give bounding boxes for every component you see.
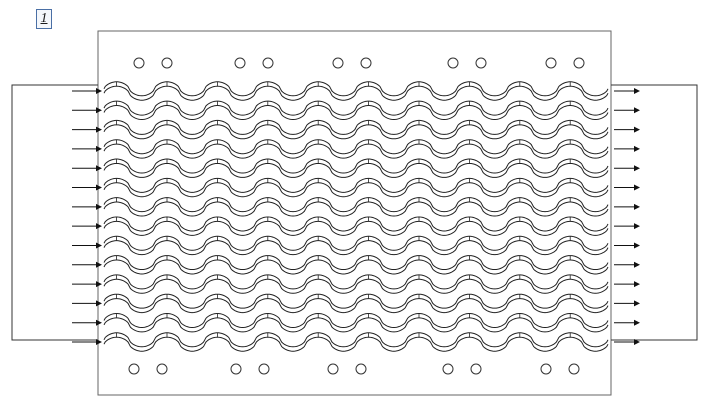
outlet-arrow-head	[634, 185, 640, 191]
inlet-arrow-head	[96, 88, 102, 94]
inlet-arrow-head	[96, 165, 102, 171]
hole-bottom	[541, 364, 551, 374]
hole-bottom	[471, 364, 481, 374]
hole-bottom	[328, 364, 338, 374]
hole-top	[162, 58, 172, 68]
hole-bottom	[129, 364, 139, 374]
inlet-arrow-head	[96, 127, 102, 133]
hole-top	[448, 58, 458, 68]
hole-top	[263, 58, 273, 68]
channel-group	[104, 82, 608, 351]
inlet-arrow-head	[96, 107, 102, 113]
hole-bottom	[443, 364, 453, 374]
hole-bottom	[231, 364, 241, 374]
hole-bottom	[259, 364, 269, 374]
outlet-arrow-head	[634, 165, 640, 171]
hole-top	[476, 58, 486, 68]
outlet-arrow-head	[634, 281, 640, 287]
hole-bottom	[356, 364, 366, 374]
outlet-frame	[611, 85, 697, 340]
inlet-arrow-head	[96, 262, 102, 268]
inlet-arrow-head	[96, 185, 102, 191]
inlet-arrow-head	[96, 320, 102, 326]
hole-top	[333, 58, 343, 68]
plate-outline	[98, 31, 611, 395]
inlet-arrow-head	[96, 339, 102, 345]
hole-top	[235, 58, 245, 68]
inlet-arrow-head	[96, 223, 102, 229]
outlet-arrow-head	[634, 242, 640, 248]
outlet-arrow-head	[634, 223, 640, 229]
outlet-arrows	[614, 88, 640, 345]
outlet-arrow-head	[634, 146, 640, 152]
inlet-arrow-head	[96, 281, 102, 287]
figure-label: 1	[36, 9, 52, 29]
hole-bottom	[157, 364, 167, 374]
outlet-arrow-head	[634, 127, 640, 133]
outlet-arrow-head	[634, 88, 640, 94]
outlet-arrow-head	[634, 107, 640, 113]
outlet-arrow-head	[634, 320, 640, 326]
hole-top	[546, 58, 556, 68]
inlet-arrow-head	[96, 300, 102, 306]
inlet-arrow-head	[96, 242, 102, 248]
hole-top	[574, 58, 584, 68]
inlet-arrow-head	[96, 204, 102, 210]
hole-bottom	[569, 364, 579, 374]
inlet-arrow-head	[96, 146, 102, 152]
hole-top	[361, 58, 371, 68]
hole-top	[134, 58, 144, 68]
outlet-arrow-head	[634, 300, 640, 306]
outlet-arrow-head	[634, 204, 640, 210]
inlet-frame	[12, 85, 98, 340]
outlet-arrow-head	[634, 262, 640, 268]
